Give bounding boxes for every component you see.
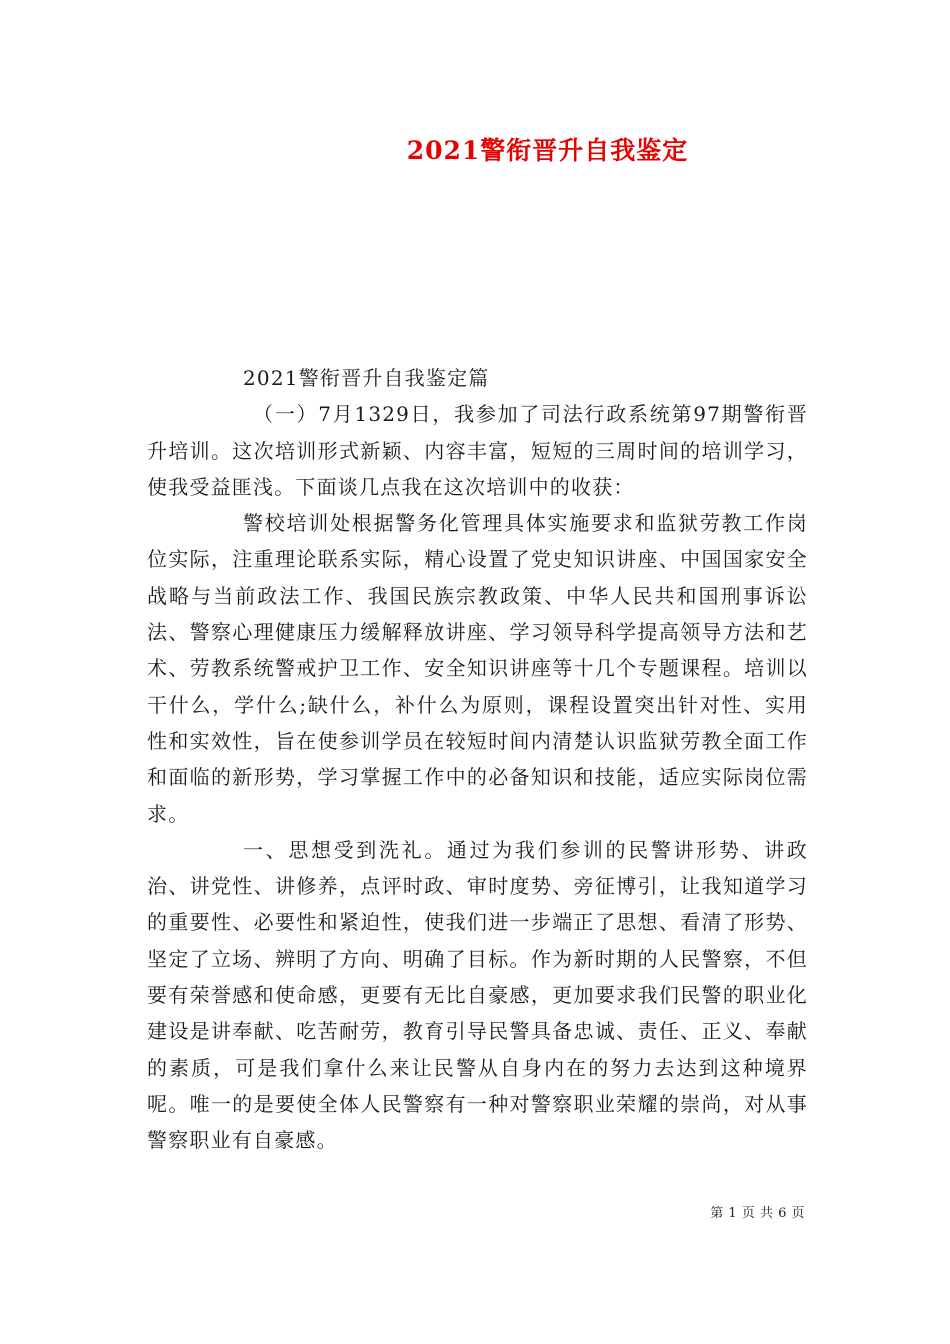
document-title: 2021警衔晋升自我鉴定: [406, 136, 689, 165]
body-paragraph: （一）7月1329日，我参加了司法行政系统第97期警衔晋升培训。这次培训形式新颖、内容丰富，短短的三周时间的培训学习，使我受益匪浅。下面谈几点我在这次培训中的收获：: [147, 402, 808, 499]
document-body: [147, 360, 808, 1159]
body-paragraph: 一、思想受到洗礼。通过为我们参训的民警讲形势、讲政治、讲党性、讲修养，点评时政、审时度势、旁征博引，让我知道学习的重要性、必要性和紧迫性，使我们进一步端正了思想、看清了形势、坚定了立场、辨明了方向、明确了目标。作为新时期的人民警察，不但要有荣誉感和使命感，更要有无比自豪感，更加要求我们民警的职业化建设是讲奉献、吃苦耐劳，教育引导民警具备忠诚、责任、正义、奉献的素质，可是我们拿什么来让民警从自身内在的努力去达到这种境界呢。唯一的是要使全体人民警察有一种对警察职业荣耀的崇尚，对从事警察职业有自豪感。: [147, 837, 808, 1153]
body-paragraph: 警校培训处根据警务化管理具体实施要求和监狱劳教工作岗位实际，注重理论联系实际，精心设置了党史知识讲座、中国国家安全战略与当前政法工作、我国民族宗教政策、中华人民共和国刑事诉讼法、警察心理健康压力缓解释放讲座、学习领导科学提高领导方法和艺术、劳教系统警戒护卫工作、安全知识讲座等十几个专题课程。培训以干什么，学什么;缺什么，补什么为原则，课程设置突出针对性、实用性和实效性，旨在使参训学员在较短时间内清楚认识监狱劳教全面工作和面临的新形势，学习掌握工作中的必备知识和技能，适应实际岗位需求。: [147, 511, 808, 826]
page-number-footer: 第 1 页 共 6 页: [710, 1206, 805, 1221]
section-subheading: 2021警衔晋升自我鉴定篇: [243, 366, 490, 390]
